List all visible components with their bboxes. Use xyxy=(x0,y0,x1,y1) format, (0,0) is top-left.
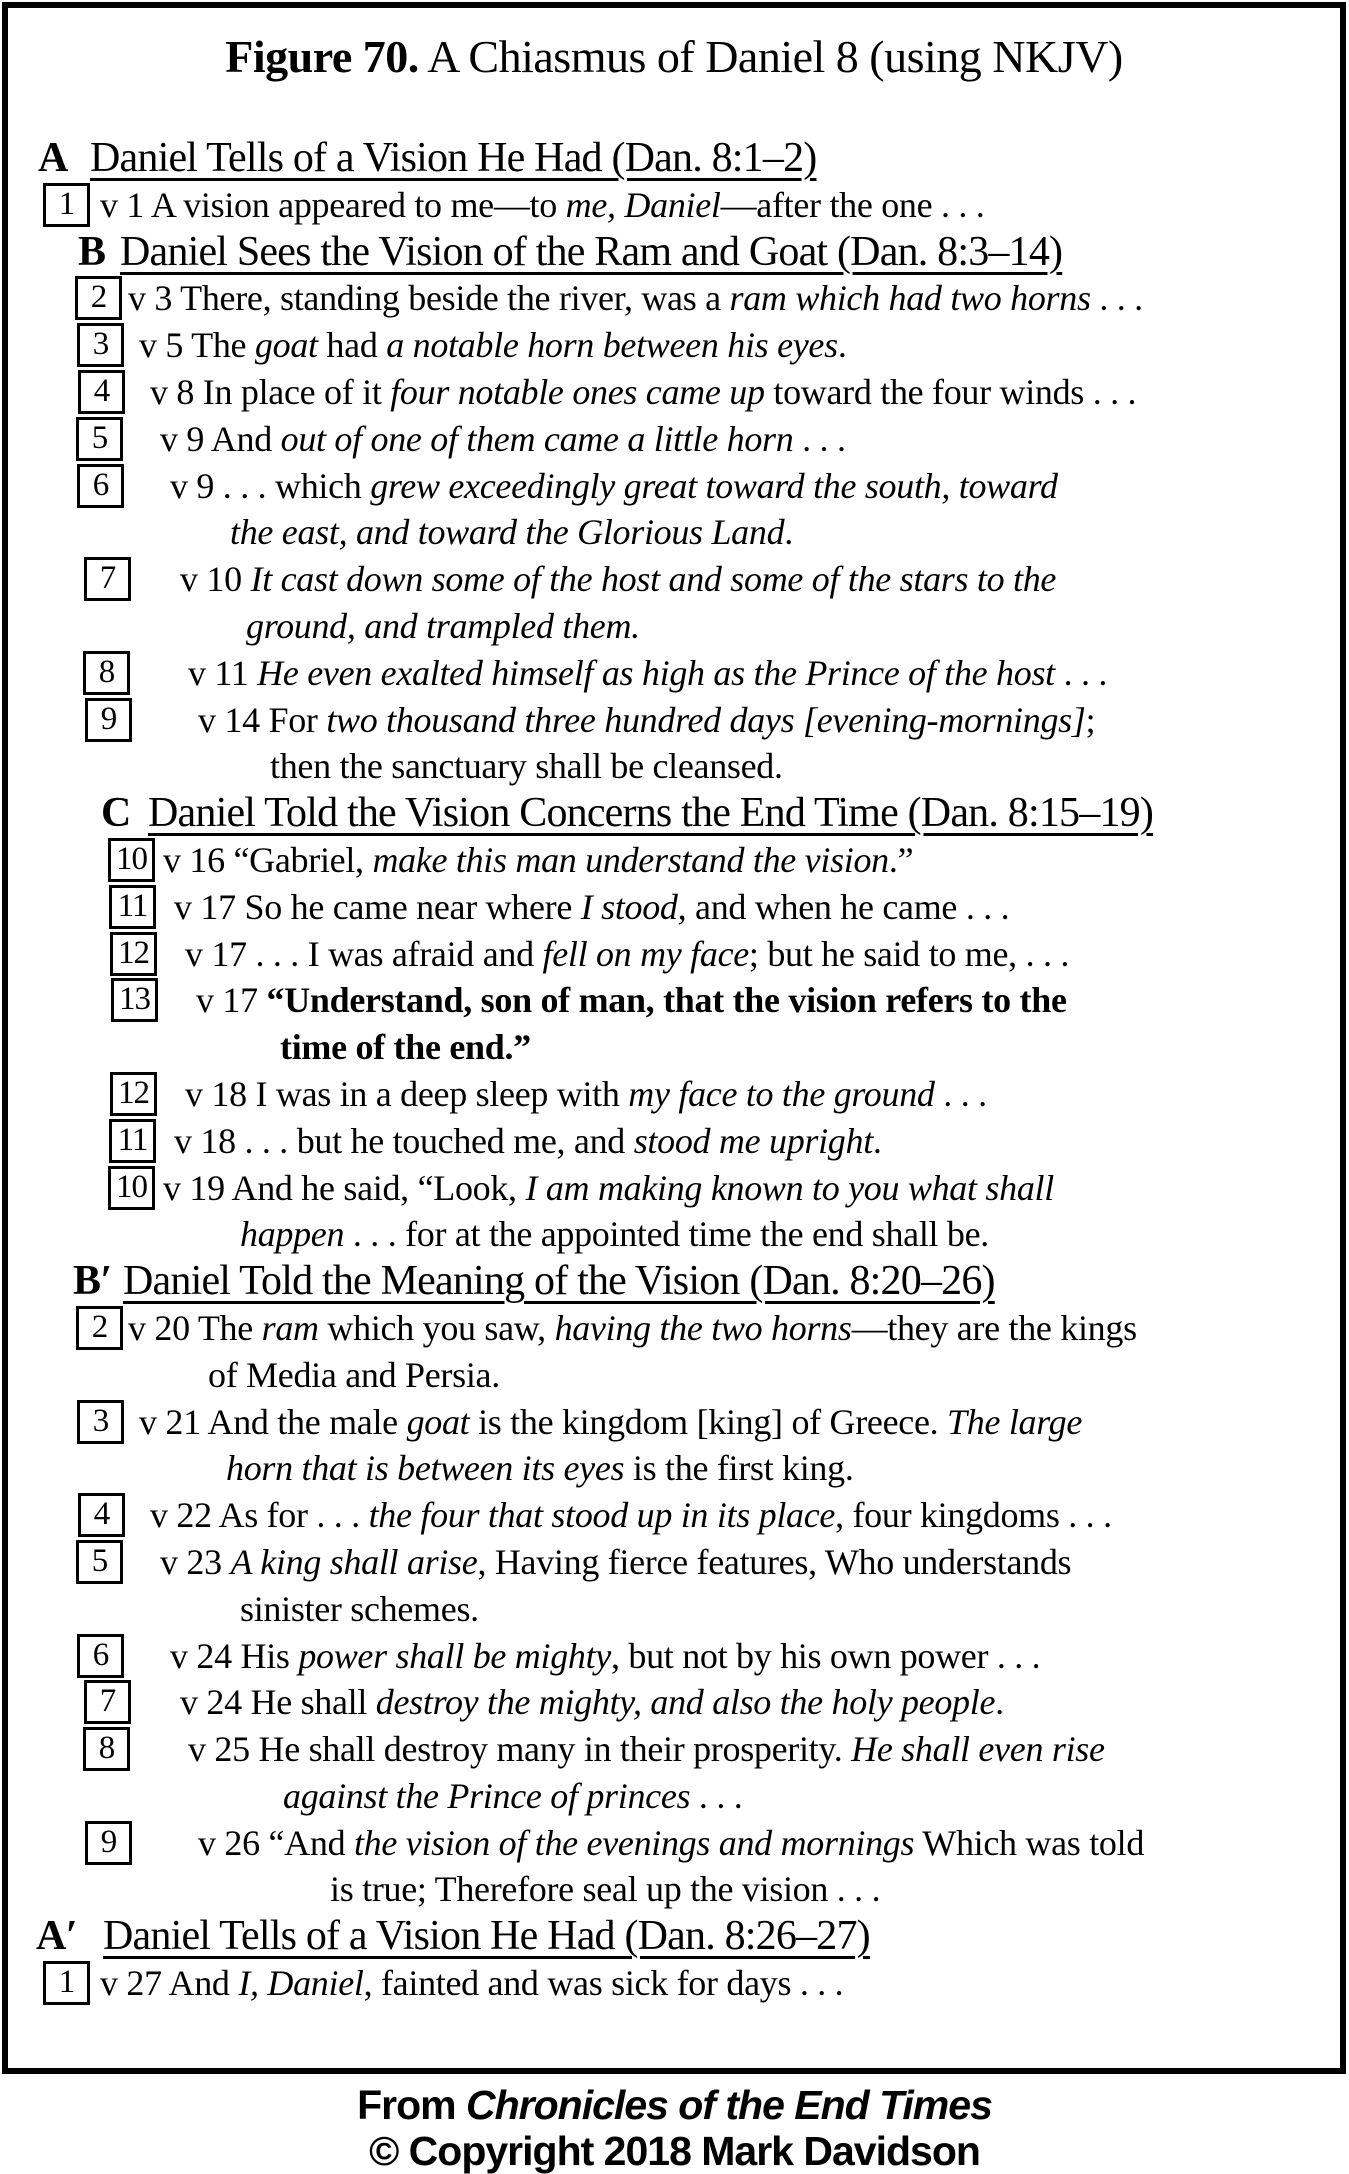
item-number-box: 7 xyxy=(84,1680,131,1724)
line-text: v 24 His power shall be mighty, but not by his own power . . . xyxy=(170,1635,1041,1676)
line-text: v 25 He shall destroy many in their prosperity. He shall even rise xyxy=(188,1729,1105,1770)
line-text: v 26 “And the vision of the evenings and mornings Which was told xyxy=(198,1822,1145,1863)
section-letter: C xyxy=(101,790,131,837)
item-number-box: 6 xyxy=(77,464,124,508)
line-text: ground, and trampled them. xyxy=(246,605,640,646)
line-text: v 9 And out of one of them came a little horn . . . xyxy=(160,418,846,459)
figure-title xyxy=(8,30,1340,83)
item-line xyxy=(8,1165,1340,1212)
item-line xyxy=(8,1820,1340,1867)
item-number-box: 2 xyxy=(76,1306,123,1350)
item-line xyxy=(8,697,1340,744)
item-number-box: 3 xyxy=(77,1400,124,1444)
line-text: of Media and Persia. xyxy=(208,1354,500,1395)
line-text: v 17 “Understand, son of man, that the vision refers to the xyxy=(196,980,1067,1021)
heading-line xyxy=(8,1258,1340,1305)
line-text: v 21 And the male goat is the kingdom [king] of Greece. The large xyxy=(139,1401,1083,1442)
line-text: v 3 There, standing beside the river, was a ram which had two horns . . . xyxy=(128,278,1143,319)
item-number-box: 9 xyxy=(85,698,132,742)
footer-copyright-line: © Copyright 2018 Mark Davidson xyxy=(369,2128,980,2174)
line-text: against the Prince of princes . . . xyxy=(283,1775,743,1816)
heading-text: Daniel Told the Meaning of the Vision (Dan. 8:20–26) xyxy=(123,1258,995,1305)
line-text: v 8 In place of it four notable ones came up toward the four winds . . . xyxy=(150,371,1137,412)
line-text: is true; Therefore seal up the vision . . . xyxy=(330,1869,881,1910)
continuation-line xyxy=(8,1773,1340,1820)
heading-text: Daniel Tells of a Vision He Had (Dan. 8:1–2) xyxy=(90,135,817,181)
item-number-box: 4 xyxy=(78,1493,125,1537)
line-text: v 27 And I, Daniel, fainted and was sick for days . . . xyxy=(100,1963,844,2004)
line-text: v 24 He shall destroy the mighty, and also the holy people. xyxy=(180,1682,1004,1723)
item-number-box: 2 xyxy=(75,276,122,320)
item-line xyxy=(8,1539,1340,1586)
line-text: v 14 For two thousand three hundred days [evening-mornings]; xyxy=(198,699,1096,740)
heading-text: Daniel Tells of a Vision He Had (Dan. 8:26–27) xyxy=(103,1913,870,1960)
item-line xyxy=(8,556,1340,603)
line-text: v 18 I was in a deep sleep with my face to the ground . . . xyxy=(185,1073,987,1114)
item-line xyxy=(8,1633,1340,1680)
line-text: v 16 “Gabriel, make this man understand the vision.” xyxy=(163,839,914,880)
line-text: v 22 As for . . . the four that stood up in its place, four kingdoms . . . xyxy=(150,1495,1112,1536)
item-line xyxy=(8,1492,1340,1539)
continuation-line xyxy=(8,1866,1340,1913)
section-letter: A xyxy=(38,135,68,181)
heading-line xyxy=(8,790,1340,837)
continuation-line xyxy=(8,1586,1340,1633)
item-line xyxy=(8,1118,1340,1165)
item-line xyxy=(8,1726,1340,1773)
item-line xyxy=(8,182,1340,229)
item-number-box: 10 xyxy=(108,1166,155,1210)
chiasm-lines xyxy=(8,135,1340,2007)
item-line xyxy=(8,1399,1340,1446)
item-line xyxy=(8,931,1340,978)
section-letter: B xyxy=(78,228,106,275)
item-number-box: 3 xyxy=(77,323,124,367)
item-number-box: 9 xyxy=(85,1821,132,1865)
item-line xyxy=(8,1960,1340,2007)
line-text: then the sanctuary shall be cleansed. xyxy=(270,746,783,787)
line-text: v 11 He even exalted himself as high as the Prince of the host . . . xyxy=(188,652,1108,693)
footer-source-prefix: From xyxy=(357,2082,467,2128)
figure-title-text: A Chiasmus of Daniel 8 (using NKJV) xyxy=(418,31,1123,82)
item-line xyxy=(8,416,1340,463)
continuation-line xyxy=(8,743,1340,790)
line-text: v 20 The ram which you saw, having the two horns—they are the kings xyxy=(128,1307,1137,1348)
continuation-line xyxy=(8,603,1340,650)
line-text: v 18 . . . but he touched me, and stood me upright. xyxy=(174,1120,882,1161)
continuation-line xyxy=(8,1352,1340,1399)
item-line xyxy=(8,1305,1340,1352)
footer xyxy=(0,2082,1349,2174)
item-line xyxy=(8,837,1340,884)
section-letter: B′ xyxy=(73,1258,112,1305)
item-number-box: 12 xyxy=(110,1072,157,1116)
item-line xyxy=(8,1679,1340,1726)
item-number-box: 5 xyxy=(76,1540,123,1584)
line-text: v 1 A vision appeared to me—to me, Daniel—after the one . . . xyxy=(100,184,985,225)
figure-title-number: Figure 70. xyxy=(225,31,419,82)
heading-text: Daniel Sees the Vision of the Ram and Goat (Dan. 8:3–14) xyxy=(120,228,1063,275)
item-number-box: 8 xyxy=(83,1727,130,1771)
item-number-box: 7 xyxy=(84,557,131,601)
continuation-line xyxy=(8,1211,1340,1258)
item-line xyxy=(8,369,1340,416)
item-line xyxy=(8,322,1340,369)
item-number-box: 11 xyxy=(109,1119,156,1163)
footer-book-title: Chronicles of the End Times xyxy=(466,2082,992,2128)
item-line xyxy=(8,275,1340,322)
heading-line xyxy=(8,1913,1340,1960)
item-number-box: 12 xyxy=(110,932,157,976)
line-text: v 5 The goat had a notable horn between his eyes. xyxy=(139,325,847,366)
heading-line xyxy=(8,135,1340,182)
line-text: v 19 And he said, “Look, I am making known to you what shall xyxy=(163,1167,1054,1208)
line-text: v 23 A king shall arise, Having fierce features, Who understands xyxy=(160,1541,1072,1582)
line-text: time of the end.” xyxy=(280,1027,531,1068)
item-number-box: 10 xyxy=(108,838,155,882)
line-text: happen . . . for at the appointed time the end shall be. xyxy=(240,1214,990,1255)
item-number-box: 13 xyxy=(111,978,158,1022)
heading-line xyxy=(8,229,1340,276)
line-text: v 17 So he came near where I stood, and when he came . . . xyxy=(174,886,1010,927)
section-letter: A′ xyxy=(36,1913,78,1960)
continuation-line xyxy=(8,509,1340,556)
item-number-box: 11 xyxy=(109,885,156,929)
item-line xyxy=(8,1071,1340,1118)
item-number-box: 6 xyxy=(77,1634,124,1678)
item-number-box: 5 xyxy=(76,417,123,461)
line-text: v 9 . . . which grew exceedingly great toward the south, toward xyxy=(170,465,1058,506)
line-text: sinister schemes. xyxy=(240,1588,479,1629)
item-number-box: 1 xyxy=(43,183,90,227)
footer-source-line xyxy=(0,2082,1349,2128)
continuation-line xyxy=(8,1445,1340,1492)
line-text: v 17 . . . I was afraid and fell on my face; but he said to me, . . . xyxy=(185,933,1070,974)
item-number-box: 8 xyxy=(83,651,130,695)
line-text: the east, and toward the Glorious Land. xyxy=(230,512,793,553)
line-text: v 10 It cast down some of the host and some of the stars to the xyxy=(180,559,1057,600)
item-line xyxy=(8,884,1340,931)
item-line xyxy=(8,463,1340,510)
item-line xyxy=(8,650,1340,697)
item-line xyxy=(8,977,1340,1024)
figure-box xyxy=(2,2,1346,2074)
item-number-box: 4 xyxy=(78,370,125,414)
continuation-line xyxy=(8,1024,1340,1071)
heading-text: Daniel Told the Vision Concerns the End Time (Dan. 8:15–19) xyxy=(148,790,1154,837)
item-number-box: 1 xyxy=(43,1961,90,2005)
line-text: horn that is between its eyes is the first king. xyxy=(226,1448,854,1489)
